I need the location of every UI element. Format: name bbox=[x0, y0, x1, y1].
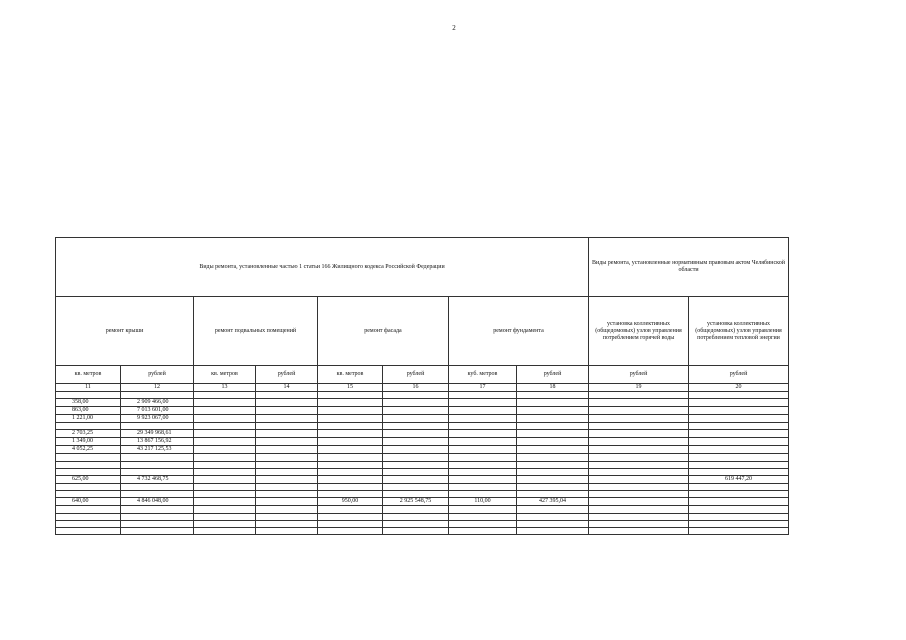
table-cell bbox=[256, 454, 318, 461]
table-cell bbox=[689, 506, 789, 513]
table-cell bbox=[256, 392, 318, 399]
table-cell bbox=[318, 399, 383, 407]
table-cell bbox=[194, 454, 256, 461]
table-cell bbox=[318, 454, 383, 461]
table-cell bbox=[449, 446, 517, 454]
table-cell bbox=[517, 483, 589, 490]
table-cell bbox=[194, 430, 256, 438]
table-cell bbox=[318, 430, 383, 438]
table-cell bbox=[449, 506, 517, 513]
table-row bbox=[56, 468, 789, 475]
table-cell bbox=[449, 520, 517, 527]
table-cell bbox=[318, 491, 383, 498]
table-cell bbox=[56, 454, 121, 461]
table-cell bbox=[689, 392, 789, 399]
table-cell bbox=[517, 506, 589, 513]
unit-cell: куб. метров bbox=[449, 366, 517, 384]
table-cell bbox=[589, 446, 689, 454]
table-cell bbox=[56, 520, 121, 527]
table-cell bbox=[689, 415, 789, 423]
table-cell bbox=[383, 475, 449, 483]
unit-cell: рублей bbox=[589, 366, 689, 384]
table-cell: 1 221,00 bbox=[56, 415, 121, 423]
table-cell bbox=[121, 491, 194, 498]
table-cell bbox=[318, 438, 383, 446]
table-row bbox=[56, 423, 789, 430]
table-cell bbox=[194, 423, 256, 430]
table-cell bbox=[318, 423, 383, 430]
table-cell bbox=[383, 483, 449, 490]
table-cell bbox=[194, 491, 256, 498]
table-cell bbox=[318, 468, 383, 475]
table-cell bbox=[318, 513, 383, 520]
table-cell bbox=[121, 392, 194, 399]
table-cell bbox=[256, 483, 318, 490]
table-cell bbox=[194, 468, 256, 475]
table-cell bbox=[689, 468, 789, 475]
header-basement-repair: ремонт подвальных помещений bbox=[194, 297, 318, 366]
table-cell bbox=[689, 399, 789, 407]
table-cell bbox=[194, 446, 256, 454]
column-number: 15 bbox=[318, 384, 383, 392]
table-cell bbox=[589, 520, 689, 527]
unit-cell: кв. метров bbox=[56, 366, 121, 384]
unit-cell: кв. метров bbox=[194, 366, 256, 384]
table-cell bbox=[517, 491, 589, 498]
table-cell bbox=[449, 438, 517, 446]
table-cell bbox=[121, 468, 194, 475]
table-cell bbox=[318, 475, 383, 483]
table-cell bbox=[689, 454, 789, 461]
table-row bbox=[56, 461, 789, 468]
table-row bbox=[56, 454, 789, 461]
table-cell bbox=[589, 438, 689, 446]
table-cell bbox=[383, 506, 449, 513]
table-cell bbox=[589, 491, 689, 498]
column-number: 14 bbox=[256, 384, 318, 392]
table-row bbox=[56, 513, 789, 520]
table-cell bbox=[517, 446, 589, 454]
table-cell bbox=[589, 461, 689, 468]
table-cell bbox=[383, 520, 449, 527]
table-cell: 2 703,25 bbox=[56, 430, 121, 438]
table-cell bbox=[517, 527, 589, 534]
table-cell: 13 867 156,92 bbox=[121, 438, 194, 446]
column-number: 19 bbox=[589, 384, 689, 392]
table-cell bbox=[56, 491, 121, 498]
table-cell: 863,00 bbox=[56, 407, 121, 415]
table-cell bbox=[449, 415, 517, 423]
table-cell bbox=[383, 446, 449, 454]
table-row bbox=[56, 483, 789, 490]
table-cell bbox=[383, 415, 449, 423]
table-cell bbox=[256, 520, 318, 527]
table-cell bbox=[689, 498, 789, 506]
table-cell bbox=[121, 423, 194, 430]
column-number: 11 bbox=[56, 384, 121, 392]
table-cell bbox=[256, 461, 318, 468]
table-cell bbox=[449, 392, 517, 399]
table-cell bbox=[56, 468, 121, 475]
table-cell bbox=[194, 483, 256, 490]
table-cell bbox=[383, 407, 449, 415]
table-cell bbox=[194, 461, 256, 468]
table-cell: 358,00 bbox=[56, 399, 121, 407]
table-cell bbox=[689, 491, 789, 498]
table-row bbox=[56, 498, 789, 506]
unit-cell: рублей bbox=[383, 366, 449, 384]
table-cell bbox=[256, 415, 318, 423]
table-cell bbox=[589, 475, 689, 483]
table-cell bbox=[318, 483, 383, 490]
table-row bbox=[56, 527, 789, 534]
table-cell: 1 349,00 bbox=[56, 438, 121, 446]
table-cell bbox=[121, 483, 194, 490]
table-cell bbox=[121, 520, 194, 527]
table-cell bbox=[449, 399, 517, 407]
table-cell bbox=[194, 475, 256, 483]
table-cell bbox=[517, 475, 589, 483]
table-cell bbox=[56, 423, 121, 430]
table-cell bbox=[383, 454, 449, 461]
table-cell bbox=[689, 446, 789, 454]
table-cell bbox=[194, 527, 256, 534]
table-cell bbox=[256, 475, 318, 483]
table-cell bbox=[318, 527, 383, 534]
table-cell bbox=[256, 430, 318, 438]
table-cell bbox=[121, 454, 194, 461]
table-cell bbox=[318, 392, 383, 399]
table-cell bbox=[256, 527, 318, 534]
table-cell bbox=[383, 468, 449, 475]
table-cell bbox=[256, 513, 318, 520]
table-cell bbox=[689, 430, 789, 438]
table-cell bbox=[56, 483, 121, 490]
table-cell bbox=[194, 407, 256, 415]
table-cell bbox=[517, 468, 589, 475]
unit-cell: рублей bbox=[121, 366, 194, 384]
table-cell bbox=[383, 491, 449, 498]
column-number: 13 bbox=[194, 384, 256, 392]
table-cell bbox=[383, 399, 449, 407]
table-cell: 4 052,25 bbox=[56, 446, 121, 454]
table-cell bbox=[56, 506, 121, 513]
table-cell: 950,00 bbox=[318, 498, 383, 506]
table-cell bbox=[56, 461, 121, 468]
table-cell bbox=[689, 423, 789, 430]
table-cell: 4 732 468,75 bbox=[121, 475, 194, 483]
table-cell bbox=[318, 461, 383, 468]
table-cell bbox=[383, 513, 449, 520]
table-cell: 29 349 968,61 bbox=[121, 430, 194, 438]
table-cell bbox=[194, 520, 256, 527]
table-cell bbox=[589, 430, 689, 438]
table-cell bbox=[256, 399, 318, 407]
table-cell bbox=[689, 407, 789, 415]
unit-cell: рублей bbox=[689, 366, 789, 384]
table-row bbox=[56, 399, 789, 407]
header-federal-repair-types: Виды ремонта, установленные частью 1 статьи 166 Жилищного кодекса Российской Федерации bbox=[56, 238, 589, 297]
table-cell bbox=[517, 513, 589, 520]
table-cell bbox=[589, 392, 689, 399]
table-cell bbox=[194, 506, 256, 513]
column-number: 16 bbox=[383, 384, 449, 392]
table-cell bbox=[318, 415, 383, 423]
table-row bbox=[56, 392, 789, 399]
column-number: 17 bbox=[449, 384, 517, 392]
table-cell bbox=[517, 520, 589, 527]
table-row bbox=[56, 491, 789, 498]
table-cell bbox=[589, 468, 689, 475]
table-cell: 619 447,20 bbox=[689, 475, 789, 483]
header-hot-water-meters: установка коллективных (общедомовых) узлов управления потреблением горячей воды bbox=[589, 297, 689, 366]
header-heat-meters: установка коллективных (общедомовых) узлов управления потреблением тепловой энергии bbox=[689, 297, 789, 366]
header-facade-repair: ремонт фасада bbox=[318, 297, 449, 366]
table-cell bbox=[256, 491, 318, 498]
table-cell: 110,00 bbox=[449, 498, 517, 506]
table-cell bbox=[256, 506, 318, 513]
table-cell bbox=[449, 423, 517, 430]
table-cell bbox=[689, 461, 789, 468]
table-cell bbox=[589, 513, 689, 520]
header-regional-repair-types: Виды ремонта, установленные нормативным правовым актом Челябинской области bbox=[589, 238, 789, 297]
column-number: 20 bbox=[689, 384, 789, 392]
table-cell bbox=[194, 513, 256, 520]
unit-cell: рублей bbox=[517, 366, 589, 384]
table-cell bbox=[194, 399, 256, 407]
table-cell bbox=[449, 475, 517, 483]
table-cell bbox=[449, 454, 517, 461]
table-row bbox=[56, 475, 789, 483]
table-cell bbox=[589, 506, 689, 513]
table-row bbox=[56, 430, 789, 438]
table-cell: 43 217 125,53 bbox=[121, 446, 194, 454]
table-cell bbox=[318, 506, 383, 513]
page-number: 2 bbox=[452, 24, 456, 32]
table-row bbox=[56, 415, 789, 423]
table-cell bbox=[689, 520, 789, 527]
repair-types-table bbox=[55, 237, 789, 535]
table-cell bbox=[383, 392, 449, 399]
table-cell bbox=[589, 498, 689, 506]
table-row bbox=[56, 520, 789, 527]
table-cell: 2 909 466,00 bbox=[121, 399, 194, 407]
table-cell: 4 846 048,00 bbox=[121, 498, 194, 506]
table-cell bbox=[194, 392, 256, 399]
table-cell bbox=[589, 454, 689, 461]
table-cell bbox=[449, 483, 517, 490]
table-cell: 427 395,04 bbox=[517, 498, 589, 506]
table-cell bbox=[517, 423, 589, 430]
table-cell bbox=[256, 468, 318, 475]
table-cell bbox=[318, 520, 383, 527]
unit-cell: рублей bbox=[256, 366, 318, 384]
table-cell bbox=[449, 527, 517, 534]
table-row bbox=[56, 438, 789, 446]
table-cell bbox=[383, 527, 449, 534]
table-cell bbox=[517, 415, 589, 423]
table-cell bbox=[689, 527, 789, 534]
unit-cell: кв. метров bbox=[318, 366, 383, 384]
table-cell bbox=[449, 468, 517, 475]
header-foundation-repair: ремонт фундамента bbox=[449, 297, 589, 366]
table-cell bbox=[449, 430, 517, 438]
table-cell bbox=[383, 423, 449, 430]
table-cell bbox=[256, 423, 318, 430]
table-cell bbox=[449, 461, 517, 468]
table-cell bbox=[589, 399, 689, 407]
table-cell: 640,00 bbox=[56, 498, 121, 506]
table-cell bbox=[194, 415, 256, 423]
table-cell bbox=[56, 392, 121, 399]
table-cell bbox=[121, 506, 194, 513]
table-cell bbox=[194, 498, 256, 506]
table-cell bbox=[383, 438, 449, 446]
table-cell: 9 923 067,00 bbox=[121, 415, 194, 423]
table-row bbox=[56, 407, 789, 415]
table-cell bbox=[256, 446, 318, 454]
table-cell bbox=[56, 513, 121, 520]
table-cell bbox=[689, 438, 789, 446]
table-cell bbox=[689, 483, 789, 490]
table-cell bbox=[449, 491, 517, 498]
table-cell bbox=[383, 430, 449, 438]
table-cell: 2 925 548,75 bbox=[383, 498, 449, 506]
table-cell bbox=[256, 498, 318, 506]
table-cell bbox=[318, 407, 383, 415]
table-row bbox=[56, 446, 789, 454]
table-cell bbox=[589, 407, 689, 415]
table-cell bbox=[589, 483, 689, 490]
table-cell bbox=[589, 423, 689, 430]
table-cell bbox=[56, 527, 121, 534]
table-cell bbox=[517, 392, 589, 399]
header-roof-repair: ремонт крыши bbox=[56, 297, 194, 366]
table-cell bbox=[256, 438, 318, 446]
table-cell: 625,00 bbox=[56, 475, 121, 483]
table-cell bbox=[589, 527, 689, 534]
table-cell bbox=[121, 513, 194, 520]
table-cell bbox=[121, 527, 194, 534]
table-cell bbox=[517, 461, 589, 468]
table-cell bbox=[517, 407, 589, 415]
table-cell bbox=[689, 513, 789, 520]
table-cell bbox=[517, 430, 589, 438]
table-cell bbox=[121, 461, 194, 468]
table-cell: 7 013 601,00 bbox=[121, 407, 194, 415]
table-cell bbox=[449, 407, 517, 415]
table-cell bbox=[194, 438, 256, 446]
table-cell bbox=[256, 407, 318, 415]
table-cell bbox=[318, 446, 383, 454]
table-cell bbox=[517, 454, 589, 461]
column-number: 18 bbox=[517, 384, 589, 392]
table-cell bbox=[589, 415, 689, 423]
column-number: 12 bbox=[121, 384, 194, 392]
table-cell bbox=[517, 399, 589, 407]
table-row bbox=[56, 506, 789, 513]
table-cell bbox=[517, 438, 589, 446]
table-cell bbox=[449, 513, 517, 520]
table-cell bbox=[383, 461, 449, 468]
